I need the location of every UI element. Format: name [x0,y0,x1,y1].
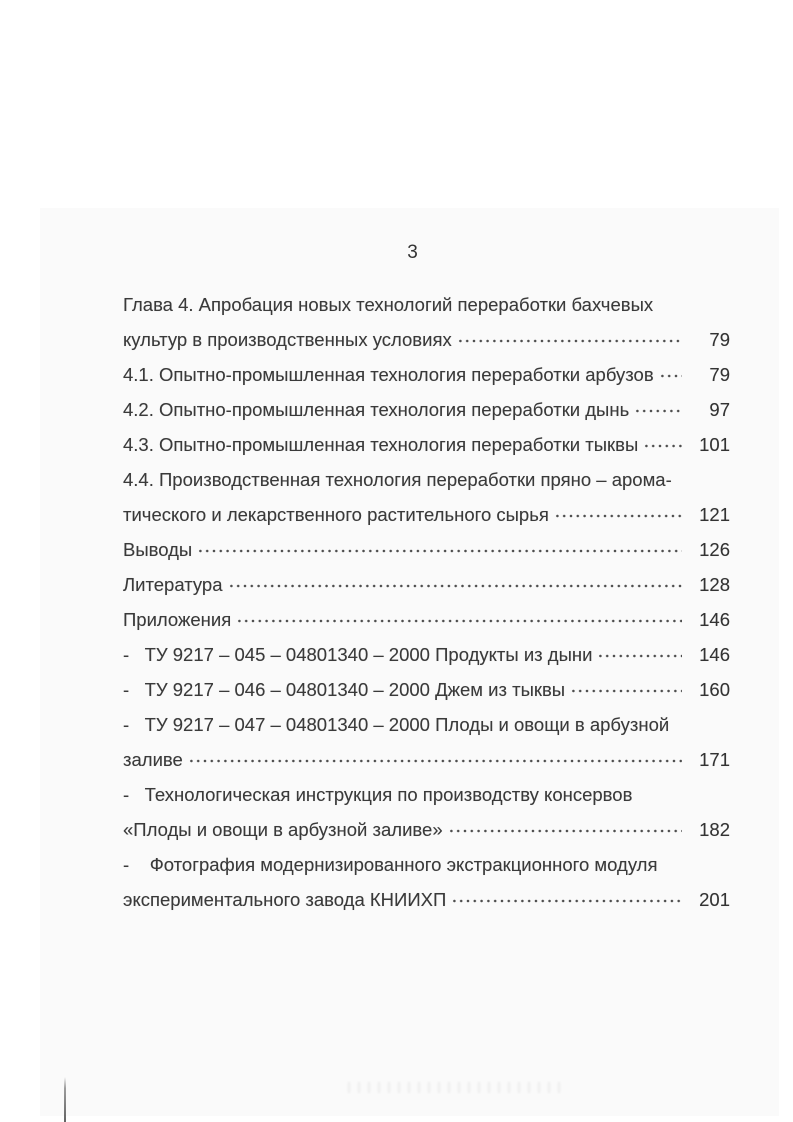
dot-leader [448,828,682,836]
toc-entry-text: - ТУ 9217 – 046 – 04801340 – 2000 Джем из тыквы [123,679,566,700]
dot-leader [597,653,682,661]
toc-entry-text: Выводы [123,539,193,560]
dot-leader [228,583,682,591]
toc-entry-text: - Фотография модернизированного экстракционного модуля [123,854,658,875]
page-ref: 126 [699,539,730,560]
page-ref: 79 [709,329,730,350]
dot-leader [451,898,682,906]
page-ref: 101 [699,434,730,455]
toc-entry-line [123,847,730,882]
dot-leader [634,408,682,416]
toc-entry-text: 4.1. Опытно-промышленная технология переработки арбузов [123,364,654,385]
toc-entry-line [123,742,730,777]
toc-entry-text: - ТУ 9217 – 045 – 04801340 – 2000 Продукты из дыни [123,644,593,665]
page-ref: 146 [699,644,730,665]
page-ref: 128 [699,574,730,595]
toc-entry-line [123,777,730,812]
dot-leader [570,688,682,696]
toc-entry-line [123,812,730,847]
dot-leader [643,443,682,451]
toc-entry-text: - Технологическая инструкция по производству консервов [123,784,633,805]
toc-entry-text: экспериментального завода КНИИХП [123,889,447,910]
toc-entry-line [123,637,730,672]
toc-entry-line [123,322,730,357]
toc-entry-line [123,357,730,392]
toc-entry-line [123,672,730,707]
toc-entry-text: Глава 4. Апробация новых технологий переработки бахчевых [123,294,654,315]
dot-leader [197,548,682,556]
dot-leader [554,513,682,521]
scan-artifact-smudge [348,1082,563,1093]
scan-artifact-line [64,1077,66,1122]
toc-entry-line [123,462,730,497]
page-ref: 182 [699,819,730,840]
page-number: 3 [407,242,418,263]
page-ref: 121 [699,504,730,525]
toc-entry-text: культур в производственных условиях [123,329,452,350]
toc-entry-line [123,882,730,917]
dot-leader [236,618,682,626]
page-ref: 171 [699,749,730,770]
dot-leader [457,338,682,346]
toc-entry-text: 4.4. Производственная технология переработки пряно – арома- [123,469,672,490]
toc-entry-line [123,532,730,567]
toc-entry-text: Приложения [123,609,232,630]
toc-entry-text: «Плоды и овощи в арбузной заливе» [123,819,443,840]
toc-entry-text: - ТУ 9217 – 047 – 04801340 – 2000 Плоды и овощи в арбузной [123,714,670,735]
page-ref: 97 [709,399,730,420]
toc-entry-text: Литература [123,574,223,595]
dot-leader [659,373,682,381]
toc-entry-line [123,567,730,602]
toc-entry-line [123,707,730,742]
page-ref: 201 [699,889,730,910]
page-ref: 79 [709,364,730,385]
toc-entry-text: 4.2. Опытно-промышленная технология переработки дынь [123,399,630,420]
toc-entry-line [123,392,730,427]
toc-entry-line [123,497,730,532]
toc-entry-text: тического и лекарственного растительного сырья [123,504,549,525]
toc-entry-text: 4.3. Опытно-промышленная технология переработки тыквы [123,434,639,455]
toc-entry-line [123,427,730,462]
toc-entry-line [123,602,730,637]
toc-entry-text: заливе [123,749,183,770]
toc-list [123,287,730,917]
toc-entry-line [123,287,730,322]
page-ref: 160 [699,679,730,700]
dot-leader [188,758,682,766]
page-ref: 146 [699,609,730,630]
